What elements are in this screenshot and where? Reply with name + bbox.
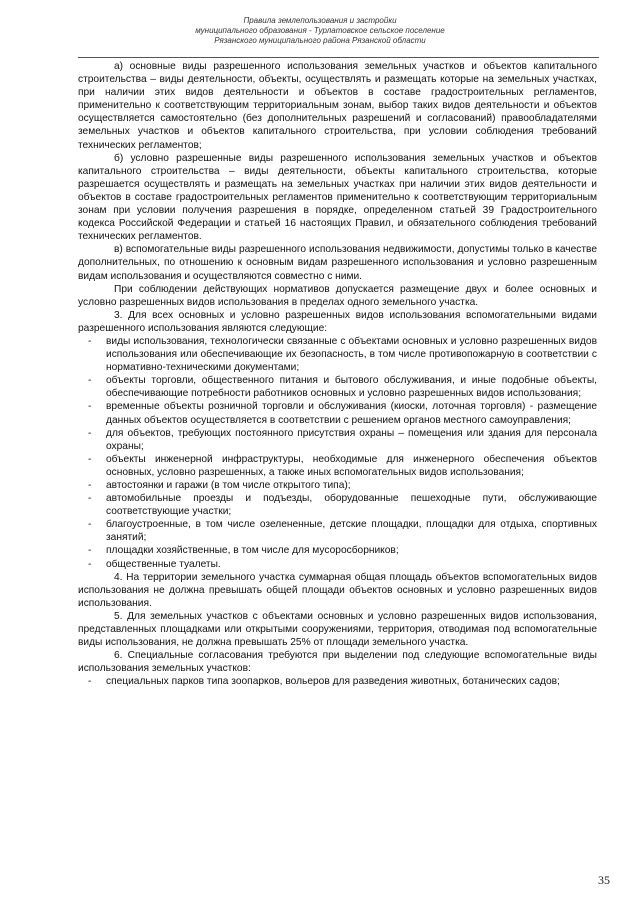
- list-special-approvals: [78, 675, 597, 688]
- paragraph-6: 6. Специальные согласования требуются при выделении под следующие вспомогательные виды использования земельных участков:: [78, 650, 597, 675]
- list-item-text: автомобильные проезды и подъезды, оборудованные пешеходные пути, обслуживающие соответствующие участки;: [106, 493, 597, 518]
- dash-bullet: -: [88, 375, 92, 387]
- paragraph-3: 3. Для всех основных и условно разрешенных видов использования вспомогательными видами разрешенного использования являются следующие:: [78, 309, 597, 334]
- dash-bullet: -: [88, 335, 92, 347]
- dash-bullet: -: [88, 545, 92, 557]
- header-line-1: Правила землепользования и застройки: [243, 16, 397, 25]
- list-item-text: автостоянки и гаражи (в том числе открытого типа);: [106, 480, 351, 491]
- list-item: [78, 558, 597, 571]
- dash-bullet: -: [88, 480, 92, 491]
- dash-bullet: -: [88, 558, 92, 570]
- list-item-text: объекты инженерной инфраструктуры, необходимые для инженерного обеспечения объектов основных, условно разрешенных, а также иных вспомогательных видов использования;: [106, 453, 597, 478]
- list-item-text: площадки хозяйственные, в том числе для мусоросборников;: [106, 545, 399, 557]
- list-item-text: временные объекты розничной торговли и обслуживания (киоски, лоточная торговля) - размещение данных объектов осуществляется в соответствии с решением органов местного самоуправления;: [106, 401, 597, 426]
- list-item: [78, 675, 597, 688]
- paragraph-5: 5. Для земельных участков с объектами основных и условно разрешенных видов использования, представленных площадками или открытыми сооружениями, территория, отводимая под вспомогательные виды использования, не должна превышать 25% от площади земельного участка.: [78, 610, 597, 649]
- dash-bullet: -: [88, 676, 92, 688]
- dash-bullet: -: [88, 427, 92, 439]
- list-item: [78, 544, 597, 557]
- list-item: [78, 479, 597, 492]
- list-auxiliary-uses: [78, 335, 597, 571]
- header-divider: [78, 57, 599, 58]
- paragraph-v: в) вспомогательные виды разрешенного использования недвижимости, допустимы только в качестве дополнительных, по отношению к основным видам разрешенного использования и условно разрешенным видам использования и осуществляются совместно с ними.: [78, 244, 597, 282]
- page-header: [150, 16, 490, 46]
- paragraph-a: а) основные виды разрешенного использования земельных участков и объектов капитального строительства – виды деятельности, объекты, осуществлять и размещать которые на земельных участках, при наличии этих видов деятельности и объектов в составе градостроительных регламентов, применительно к соответствующим территориальным зонам, выбор таких видов деятельности и объектов осуществляется самостоятельно (без дополнительных разрешений и согласований) правообладателями земельных участков и объектов капитального строительства, при условии соблюдения требований технических регламентов;: [78, 61, 597, 151]
- list-item: [78, 335, 597, 374]
- page-number: 35: [598, 873, 610, 887]
- paragraph-4: 4. На территории земельного участка суммарная общая площадь объектов вспомогательных видов использования не должна превышать общей площади объектов основных и условно разрешенных видов использования.: [78, 571, 597, 609]
- header-line-3: Рязанского муниципального района Рязанской области: [214, 36, 426, 45]
- paragraph-norms: При соблюдении действующих нормативов допускается размещение двух и более основных и условно разрешенных видов использования в пределах одного земельного участка.: [78, 283, 597, 308]
- list-item: [78, 492, 597, 518]
- list-item-text: объекты торговли, общественного питания и бытового обслуживания, и иные подобные объекты, обеспечивающие потребности работников основных и условно разрешенных видов использования;: [106, 375, 597, 400]
- list-item-text: для объектов, требующих постоянного присутствия охраны – помещения или здания для персонала охраны;: [106, 427, 597, 452]
- document-body: [78, 60, 597, 689]
- list-item: [78, 427, 597, 453]
- list-item: [78, 374, 597, 400]
- list-item: [78, 518, 597, 544]
- list-item-text: виды использования, технологически связанные с объектами основных и условно разрешенных видов использования или обеспечивающие их безопасность, в том числе противопожарную в соответствии с нормативно-техническими документами;: [106, 335, 597, 374]
- paragraph-b: б) условно разрешенные виды разрешенного использования земельных участков и объектов капитального строительства – виды деятельности, объекты капитального строительства, которые разрешается осуществлять и размещать на земельных участках при наличии этих видов деятельности и объектов в составе градостроительных регламентов применительно к соответствующим территориальным зонам при условии получения разрешения в порядке, определенном статьей 39 Градостроительного кодекса Российской Федерации и статьей 16 настоящих Правил, и обязательного соблюдения требований технических регламентов.: [78, 152, 597, 243]
- list-item-text: специальных парков типа зоопарков, вольеров для разведения животных, ботанических садов;: [106, 676, 560, 688]
- dash-bullet: -: [88, 519, 92, 531]
- list-item-text: общественные туалеты.: [106, 558, 221, 570]
- dash-bullet: -: [88, 453, 92, 465]
- list-item: [78, 400, 597, 426]
- dash-bullet: -: [88, 401, 92, 413]
- header-line-2: муниципального образования - Турлатовское сельское поселение: [195, 26, 445, 35]
- list-item: [78, 453, 597, 479]
- list-item-text: благоустроенные, в том числе озелененные, детские площадки, площадки для отдыха, спортивных занятий;: [106, 519, 597, 544]
- dash-bullet: -: [88, 493, 92, 505]
